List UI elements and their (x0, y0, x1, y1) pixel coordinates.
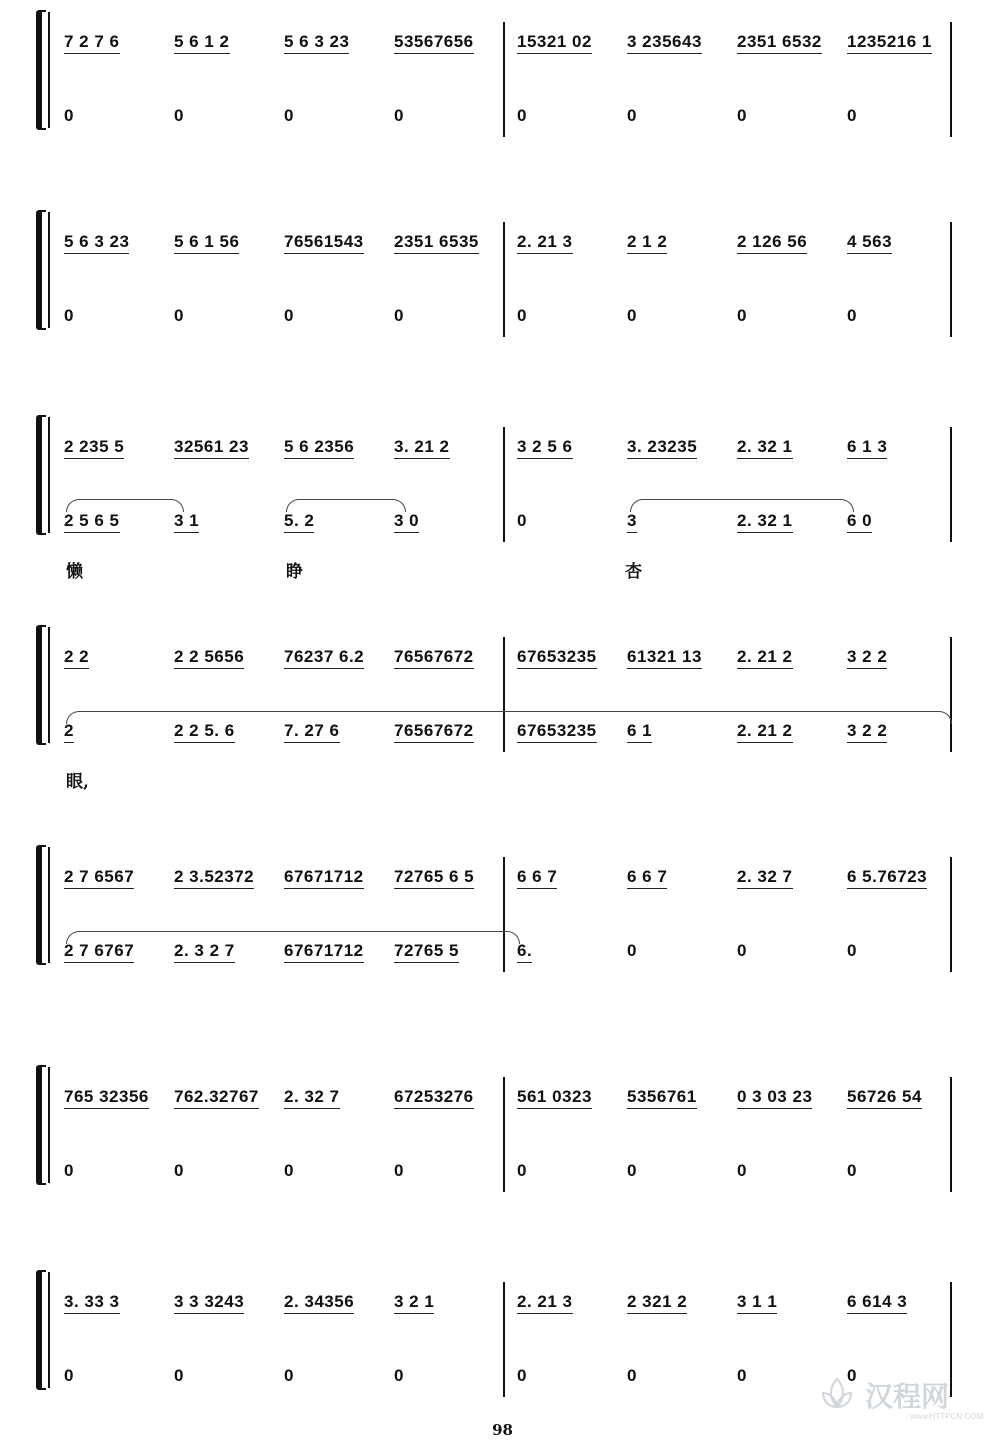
lower-part-cell: 0 (627, 1161, 637, 1180)
lower-part-cell: 0 (174, 306, 184, 325)
upper-part-cell: 3. 21 2 (394, 437, 450, 459)
lower-part-cell: 0 (394, 306, 404, 325)
system-bracket-line (48, 212, 50, 328)
lower-part-cell: 0 (517, 106, 527, 125)
upper-part-cell: 72765 6 5 (394, 867, 474, 889)
upper-part-cell: 3 2 2 (847, 647, 887, 669)
lower-part-cell: 0 (627, 1366, 637, 1385)
lyric-syllable: 懒 (66, 562, 83, 582)
lower-part-cell: 0 (847, 1366, 857, 1385)
upper-part-cell: 6 614 3 (847, 1292, 907, 1314)
system-bracket (36, 1270, 46, 1390)
upper-part-cell: 1235216 1 (847, 32, 932, 54)
lower-part-cell: 0 (627, 941, 637, 960)
upper-part-cell: 67653235 (517, 647, 597, 669)
upper-part-cell: 53567656 (394, 32, 474, 54)
upper-part-cell: 4 563 (847, 232, 892, 254)
upper-part-cell: 765 32356 (64, 1087, 149, 1109)
lower-part-cell: 0 (64, 106, 74, 125)
lower-part-cell: 0 (394, 1161, 404, 1180)
upper-part-cell: 2. 32 7 (737, 867, 793, 889)
lower-part-cell: 0 (737, 1366, 747, 1385)
score-system (0, 210, 1005, 350)
page-number: 98 (492, 1421, 513, 1439)
lower-part-cell: 0 (284, 106, 294, 125)
upper-part-cell: 3 3 3243 (174, 1292, 244, 1314)
lower-part-cell: 3 0 (394, 511, 419, 533)
lower-part-cell: 2 5 6 5 (64, 511, 120, 533)
system-bracket (36, 10, 46, 130)
upper-part-cell: 5 6 1 56 (174, 232, 239, 254)
system-bracket-line (48, 12, 50, 128)
upper-part-cell: 6 6 7 (517, 867, 557, 889)
upper-part-cell: 76561543 (284, 232, 364, 254)
slur-mark (66, 711, 952, 724)
barline (503, 1282, 505, 1397)
lower-part-cell: 0 (517, 306, 527, 325)
lower-part-cell: 0 (394, 106, 404, 125)
slur-mark (630, 499, 854, 512)
upper-part-cell: 2 7 6567 (64, 867, 134, 889)
barline (950, 637, 952, 752)
lower-part-cell: 0 (64, 1161, 74, 1180)
upper-part-cell: 32561 23 (174, 437, 249, 459)
system-bracket (36, 625, 46, 745)
upper-part-cell: 3 2 5 6 (517, 437, 573, 459)
score-system (0, 845, 1005, 985)
upper-part-cell: 6 6 7 (627, 867, 667, 889)
barline (950, 427, 952, 542)
upper-part-cell: 2. 21 2 (737, 647, 793, 669)
barline (950, 1077, 952, 1192)
lower-part-cell: 0 (174, 106, 184, 125)
system-bracket-line (48, 1272, 50, 1388)
lower-part-cell: 0 (737, 1161, 747, 1180)
upper-part-cell: 561 0323 (517, 1087, 592, 1109)
lower-part-cell: 0 (64, 306, 74, 325)
barline (950, 857, 952, 972)
upper-part-cell: 15321 02 (517, 32, 592, 54)
barline (950, 222, 952, 337)
site-watermark (815, 1371, 985, 1419)
barline (503, 427, 505, 542)
upper-part-cell: 3 2 1 (394, 1292, 434, 1314)
lyric-syllable: 眼, (66, 772, 89, 792)
upper-part-cell: 2 2 (64, 647, 89, 669)
lower-part-cell: 0 (847, 941, 857, 960)
upper-part-cell: 5 6 3 23 (64, 232, 129, 254)
system-bracket (36, 415, 46, 535)
upper-part-cell: 56726 54 (847, 1087, 922, 1109)
lower-part-cell: 3 1 (174, 511, 199, 533)
lower-part-cell: 0 (517, 1161, 527, 1180)
upper-part-cell: 2 235 5 (64, 437, 124, 459)
watermark-url: www.HTTPCN.COM (910, 1412, 983, 1421)
lower-part-cell: 6 0 (847, 511, 872, 533)
barline (503, 1077, 505, 1192)
lower-part-cell: 0 (517, 1366, 527, 1385)
upper-part-cell: 5 6 1 2 (174, 32, 230, 54)
lower-part-cell: 0 (284, 1366, 294, 1385)
upper-part-cell: 2. 21 3 (517, 232, 573, 254)
system-bracket-line (48, 627, 50, 743)
lower-part-cell: 0 (284, 1161, 294, 1180)
lower-part-cell: 2 (64, 721, 74, 743)
lower-part-cell: 0 (64, 1366, 74, 1385)
upper-part-cell: 61321 13 (627, 647, 702, 669)
upper-part-cell: 67671712 (284, 867, 364, 889)
lower-part-cell: 0 (737, 106, 747, 125)
upper-part-cell: 2 2 5656 (174, 647, 244, 669)
lower-part-cell: 5. 2 (284, 511, 314, 533)
slur-mark (286, 499, 406, 512)
upper-part-cell: 6 5.76723 (847, 867, 927, 889)
score-system (0, 625, 1005, 792)
upper-part-cell: 5 6 2356 (284, 437, 354, 459)
system-bracket (36, 210, 46, 330)
lower-part-cell: 6 1 (627, 721, 652, 743)
score-system (0, 1065, 1005, 1205)
upper-part-cell: 3 1 1 (737, 1292, 777, 1314)
upper-part-cell: 3. 23235 (627, 437, 697, 459)
slur-mark (66, 499, 184, 512)
lyric-syllable: 睁 (286, 562, 303, 582)
upper-part-cell: 5 6 3 23 (284, 32, 349, 54)
lotus-logo-icon (815, 1373, 859, 1417)
upper-part-cell: 6 1 3 (847, 437, 887, 459)
lower-part-cell: 0 (174, 1161, 184, 1180)
lower-part-cell: 0 (517, 511, 527, 530)
upper-part-cell: 67253276 (394, 1087, 474, 1109)
upper-part-cell: 7 2 7 6 (64, 32, 120, 54)
lower-part-cell: 0 (284, 306, 294, 325)
watermark-text: 汉程网 (865, 1380, 950, 1413)
barline (503, 637, 505, 752)
system-bracket-line (48, 417, 50, 533)
system-bracket (36, 1065, 46, 1185)
upper-part-cell: 2. 21 3 (517, 1292, 573, 1314)
lower-part-cell: 0 (627, 306, 637, 325)
barline (503, 857, 505, 972)
lower-part-cell: 0 (627, 106, 637, 125)
upper-part-cell: 2 126 56 (737, 232, 807, 254)
lower-part-cell: 0 (847, 106, 857, 125)
upper-part-cell: 2. 32 1 (737, 437, 793, 459)
lower-part-cell: 67671712 (284, 941, 364, 963)
upper-part-cell: 2 321 2 (627, 1292, 687, 1314)
lower-part-cell: 0 (847, 1161, 857, 1180)
lower-part-cell: 2 2 5. 6 (174, 721, 235, 743)
lower-part-cell: 3 2 2 (847, 721, 887, 743)
score-system (0, 10, 1005, 150)
system-bracket (36, 845, 46, 965)
upper-part-cell: 76237 6.2 (284, 647, 364, 669)
lower-part-cell: 2. 21 2 (737, 721, 793, 743)
upper-part-cell: 3 235643 (627, 32, 702, 54)
lower-part-cell: 0 (737, 941, 747, 960)
lower-part-cell: 76567672 (394, 721, 474, 743)
lower-part-cell: 2. 3 2 7 (174, 941, 235, 963)
lower-part-cell: 7. 27 6 (284, 721, 340, 743)
upper-part-cell: 5356761 (627, 1087, 697, 1109)
lower-part-cell: 2. 32 1 (737, 511, 793, 533)
upper-part-cell: 3. 33 3 (64, 1292, 120, 1314)
upper-part-cell: 2. 32 7 (284, 1087, 340, 1109)
upper-part-cell: 76567672 (394, 647, 474, 669)
upper-part-cell: 2 1 2 (627, 232, 667, 254)
lower-part-cell: 2 7 6767 (64, 941, 134, 963)
system-bracket-line (48, 847, 50, 963)
lyric-syllable: 杏 (625, 562, 642, 582)
score-system (0, 415, 1005, 582)
lower-part-cell: 72765 5 (394, 941, 459, 963)
barline (950, 22, 952, 137)
system-bracket-line (48, 1067, 50, 1183)
lower-part-cell: 0 (174, 1366, 184, 1385)
upper-part-cell: 2. 34356 (284, 1292, 354, 1314)
upper-part-cell: 762.32767 (174, 1087, 259, 1109)
upper-part-cell: 2351 6535 (394, 232, 479, 254)
lower-part-cell: 6. (517, 941, 532, 963)
lower-part-cell: 3 (627, 511, 637, 533)
upper-part-cell: 2 3.52372 (174, 867, 254, 889)
lower-part-cell: 0 (847, 306, 857, 325)
upper-part-cell: 0 3 03 23 (737, 1087, 812, 1109)
lower-part-cell: 0 (394, 1366, 404, 1385)
lower-part-cell: 67653235 (517, 721, 597, 743)
slur-mark (66, 931, 520, 944)
barline (503, 222, 505, 337)
barline (503, 22, 505, 137)
lower-part-cell: 0 (737, 306, 747, 325)
upper-part-cell: 2351 6532 (737, 32, 822, 54)
